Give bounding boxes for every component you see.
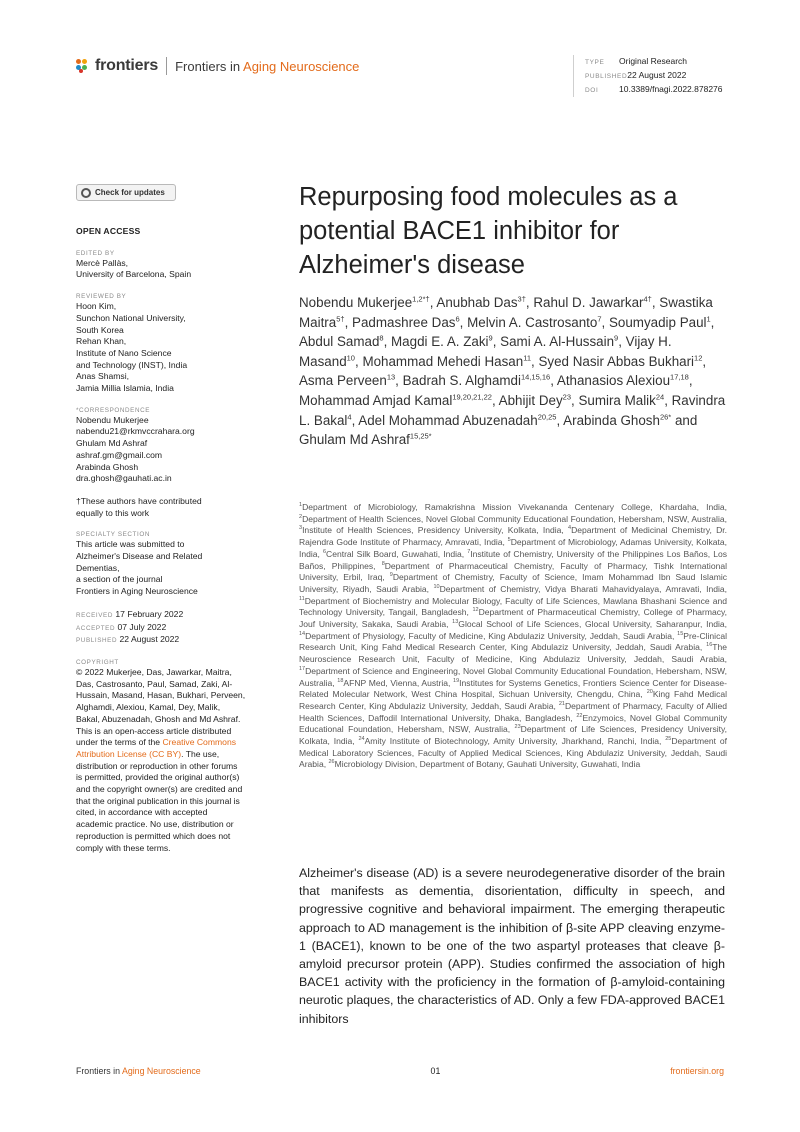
affiliation-number: 18 — [337, 677, 344, 684]
affiliation-text: AFNP Med, Vienna, Austria, — [343, 677, 454, 688]
affiliation-number: 1 — [299, 502, 303, 509]
edited-by-label: EDITED BY — [76, 249, 115, 257]
affiliation-number: 5 — [507, 537, 511, 544]
author-separator: , — [601, 314, 609, 330]
affiliation-number: 12 — [472, 607, 479, 614]
affiliation-text: Institute of Health Sciences, Presidency University, Kolkata, India, — [302, 525, 569, 536]
author-name[interactable]: Anubhab Das — [436, 295, 518, 310]
affiliation-text: Pre-Clinical Research Unit, King Fahd Medical Research Center, King Abdulaziz University, Jeddah, Saudi Arabia, — [299, 630, 727, 653]
author-affiliation-marker: 24 — [655, 392, 665, 402]
author-separator: , — [618, 334, 626, 350]
affiliation-number: 24 — [358, 736, 365, 743]
author-name[interactable]: Adel Mohammad Abuzenadah — [358, 412, 538, 428]
author-separator: , — [459, 314, 468, 330]
reviewed-by-label: REVIEWED BY — [76, 293, 127, 301]
affiliation-text: Department of Health Sciences, Novel Global Community Educational Foundation, Hebersham, NSW, Australia, — [302, 513, 727, 524]
journal-name[interactable]: Frontiers in Aging Neuroscience — [175, 58, 360, 74]
author-separator: , — [492, 334, 501, 350]
affiliation-text: Department of Medical Laboratory Sciences, Faculty of Applied Medical Sciences, King Abdulaziz University, Jeddah, Saudi Arabia, — [299, 736, 727, 770]
author-affiliation-marker: 12 — [694, 353, 703, 363]
affiliation-number: 4 — [568, 525, 572, 532]
published-date: 22 August 2022 — [119, 634, 180, 645]
page-number: 01 — [430, 1066, 441, 1076]
author-affiliation-marker: 23 — [562, 392, 571, 402]
affiliation-text: Department of Microbiology, Adamas University, Kolkata, India, — [299, 537, 727, 559]
affiliation-number: 6 — [322, 548, 327, 555]
affiliation-number: 7 — [467, 548, 471, 555]
author-affiliation-marker: 20,25 — [537, 412, 557, 422]
author-separator: , — [651, 295, 660, 310]
abstract: Alzheimer's disease (AD) is a severe neurodegenerative disorder of the brain that manifests as dementia, disorientation, difficulty in speech, and progressive cognitive and behavioral impairment. The emerging therapeutic approach to AD management is the inhibition of β-site APP cleaving enzyme-1 (BACE1), known to be one of the two aspartyl proteases that cleave β-amyloid precursor protein (APP). Studies confirmed the association of high BACE1 activity with the proficiency in the formation of β-amyloid-containing neurotic plaques, the characteristics of AD. Only a few FDA-approved BACE1 inhibitors — [299, 866, 725, 1026]
author-separator: , — [664, 392, 672, 408]
author-name[interactable]: Asma Perveen — [299, 373, 387, 389]
received-label: RECEIVED — [76, 611, 113, 619]
author-affiliation-marker: 9 — [488, 333, 493, 343]
affiliation-text: Microbiology Division, Department of Botany, Gauhati University, Guwahati, India — [334, 759, 641, 770]
footer-site-link[interactable]: frontiersin.org — [670, 1066, 724, 1076]
author-affiliation-marker: 1,2*† — [412, 294, 430, 304]
contribution-note: †These authors have contributed equally to this work — [76, 495, 202, 518]
article-meta — [573, 55, 723, 97]
author-separator: , — [383, 334, 392, 350]
footer-journal[interactable]: Frontiers in Aging Neuroscience — [76, 1066, 201, 1076]
affiliation-text: Department of Science and Engineering, Novel Global Community Educational Foundation, Hebersham, NSW, Australia, — [299, 665, 727, 688]
received-date: 17 February 2022 — [115, 608, 184, 619]
published-label: PUBLISHED — [76, 637, 118, 645]
author-separator: , — [351, 412, 359, 428]
author-affiliation-marker: 9 — [614, 333, 619, 343]
author-separator: , — [531, 353, 539, 369]
correspondence[interactable]: Nobendu Mukerjee nabendu21@rkmvccrahara.org Ghulam Md Ashraf ashraf.gm@gmail.com Arabinda Ghosh dra.ghosh@gauhati.ac.in — [76, 414, 195, 484]
affiliation-number: 19 — [453, 677, 460, 684]
meta-type: TYPE Original Research — [585, 56, 688, 66]
author-name[interactable]: Mohammad Amjad Kamal — [299, 392, 453, 408]
author-name[interactable]: Melvin A. Castrosanto — [467, 314, 598, 330]
correspondence-label: *CORRESPONDENCE — [76, 406, 151, 414]
affiliation-number: 8 — [381, 560, 385, 567]
author-name[interactable]: Mohammad Mehedi Hasan — [362, 353, 524, 369]
meta-published: PUBLISHED22 August 2022 — [585, 70, 687, 80]
author-affiliation-marker: 4 — [347, 412, 352, 422]
author-affiliation-marker: 13 — [386, 372, 396, 382]
author-separator: and — [671, 412, 698, 428]
author-name[interactable]: Sumira Malik — [578, 392, 656, 408]
frontiers-logo-icon — [76, 59, 91, 74]
affiliation-number: 13 — [452, 619, 459, 626]
author-name[interactable]: Padmashree Das — [352, 314, 456, 330]
affiliation-number: 2 — [299, 513, 303, 520]
author-separator: , — [702, 353, 707, 369]
affiliation-number: 26 — [328, 759, 335, 766]
author-separator: , — [395, 373, 403, 389]
affiliation-number: 20 — [646, 689, 653, 696]
author-affiliation-marker: 15,25* — [409, 431, 432, 441]
affiliation-text: Institute of Chemistry, University of the Philippines Los Baños, Los Baños, Philippines, — [299, 548, 727, 571]
journal-header — [76, 57, 359, 75]
author-name[interactable]: Vijay H. Masand — [299, 334, 672, 369]
affiliation-text: Amity Institute of Biotechnology, Amity University, Jharkhand, Ranchi, India, — [364, 736, 666, 747]
author-affiliation-marker: 26* — [659, 412, 672, 422]
affiliation-text: Department of Biochemistry and Molecular Biology, Faculty of Life Sciences, Mawlana Bhashani Science and Technology University, Tangail, Bangladesh, — [299, 595, 727, 618]
affiliation-number: 23 — [514, 724, 521, 731]
author-affiliation-marker: 17,18 — [670, 372, 689, 382]
affiliation-text: Department of Chemistry, Faculty of Science, Imam Mohammad Ibn Saud Islamic University, Riyadh, Saudi Arabia, — [299, 572, 727, 594]
cc-by-license-link[interactable]: Creative Commons Attribution License (CC BY) — [76, 737, 237, 759]
author-name[interactable]: Ravindra L. Bakal — [299, 392, 726, 428]
author-name[interactable]: Sami A. Al-Hussain — [500, 334, 615, 350]
author-affiliation-marker: 11 — [523, 353, 532, 363]
brand-name: frontiers — [95, 57, 159, 74]
author-separator: , — [550, 373, 557, 389]
author-affiliation-marker: 7 — [597, 314, 602, 324]
check-for-updates-button[interactable]: Check for updates — [76, 184, 176, 201]
affiliation-text: Department of Medicinal Chemistry, Dr. Rajendra Gode Institute of Pharmacy, Amravati, India, — [299, 525, 727, 548]
article-title: Repurposing food molecules as a potential BACE1 inhibitor for Alzheimer's disease — [299, 183, 678, 279]
author-affiliation-marker: 14,15,16 — [520, 372, 551, 382]
affiliation-number: 14 — [299, 630, 306, 637]
author-separator: , — [710, 314, 715, 330]
affiliation-text: Glocal School of Life Sciences, Glocal University, Saharanpur, India, — [458, 619, 728, 630]
author-separator: , — [556, 412, 564, 428]
author-name[interactable]: Arabinda Ghosh — [563, 412, 660, 428]
author-affiliation-marker: 1 — [706, 314, 711, 324]
header-divider — [166, 57, 167, 75]
author-separator: , — [688, 373, 693, 389]
affiliation-text: King Fahd Medical Research Center, King Abdulaziz University, Jeddah, Saudi Arabia, — [299, 689, 727, 711]
author-affiliation-marker: 8 — [379, 333, 384, 343]
article-dates — [76, 609, 246, 647]
affiliation-text: Department of Pharmaceutical Chemistry, College of Pharmacy, Jouf University, Sakaka, Saudi Arabia, — [299, 607, 727, 630]
specialty-section-label: SPECIALTY SECTION — [76, 531, 151, 539]
accepted-label: ACCEPTED — [76, 624, 116, 632]
affiliation-text: Enzymoics, Novel Global Community Educational Foundation, Hebersham, NSW, Australia, — [299, 712, 727, 735]
author-affiliation-marker: 5† — [336, 314, 345, 324]
check-updates-icon — [81, 188, 91, 198]
copyright-label: COPYRIGHT — [76, 658, 119, 666]
author-separator: , — [354, 353, 363, 369]
author-name[interactable]: Soumyadip Paul — [608, 314, 707, 330]
affiliation-text: Department of Life Sciences, Presidency University, Kolkata, India, — [299, 724, 728, 747]
author-separator: , — [525, 295, 534, 310]
author-affiliation-marker: 19,20,21,22 — [452, 392, 492, 402]
copyright-text: © 2022 Mukerjee, Das, Jawarkar, Maitra, Das, Castrosanto, Paul, Samad, Zaki, Al-Hussain, Masand, Hasan, Bukhari, Perveen, Alghamdi, Alexiou, Kamal, Dey, Malik, Bakal, Abuzenadah, Ghosh and Md Ashraf. This is an open-access article distributed under the terms of the Creative Commons Attribution License (CC BY). The use, distribution or reproduction in other forums is permitted, provided the original author(s) and the copyright owner(s) are credited and that the original publication in this journal is cited, in accordance with accepted academic practice. No use, distribution or reproduction is permitted which does not comply with these terms. — [76, 666, 246, 853]
author-separator: , — [491, 392, 499, 408]
affiliation-text: Department of Microbiology, Ramakrishna Mission Vivekananda Centenary College, Khardaha, India, — [302, 502, 727, 512]
author-name[interactable]: Swastika Maitra — [299, 295, 713, 330]
affiliation-number: 22 — [576, 712, 583, 719]
author-name[interactable]: Nobendu Mukerjee — [299, 295, 413, 310]
affiliation-number: 10 — [433, 584, 440, 591]
affiliation-text: Department of Pharmacy, Faculty of Allied Health Sciences, Daffodil International University, Dhaka, Bangladesh, — [299, 700, 727, 723]
affiliation-number: 11 — [299, 595, 305, 602]
affiliation-text: Central Silk Board, Guwahati, India, — [326, 548, 468, 559]
affiliation-text: Department of Physiology, Faculty of Medicine, King Abdulaziz University, Jeddah, Saudi Arabia, — [305, 630, 678, 641]
sidebar — [76, 184, 246, 854]
author-name[interactable]: Magdi E. A. Zaki — [391, 334, 489, 350]
author-name[interactable]: Badrah S. Alghamdi — [402, 373, 521, 389]
affiliation-number: 3 — [299, 525, 303, 532]
affiliation-number: 25 — [665, 736, 672, 743]
accepted-date: 07 July 2022 — [117, 621, 167, 632]
specialty-section: This article was submitted to Alzheimer's Disease and Related Dementias, a section of the journal Frontiers in Aging Neuroscience — [76, 539, 203, 597]
affiliation-text: The Neuroscience Research Unit, Faculty of Medicine, King Abdulaziz University, Jeddah, Saudi Arabia, — [299, 642, 727, 665]
author-name[interactable]: Abdul Samad — [299, 334, 380, 350]
edited-by: Mercè Pallàs, University of Barcelona, Spain — [76, 257, 192, 280]
author-name[interactable]: Rahul D. Jawarkar — [533, 295, 644, 310]
affiliation-number: 9 — [389, 572, 393, 579]
affiliation-text: Department of Pharmaceutical Chemistry, Faculty of Pharmacy, Tishk International University, Erbil, Iraq, — [299, 560, 727, 583]
affiliation-text: Department of Chemistry, Vidya Bharati Mahavidyalaya, Amravati, India, — [439, 583, 727, 594]
author-affiliation-marker: 4† — [643, 294, 652, 304]
page-footer — [76, 1066, 724, 1076]
meta-doi[interactable]: DOI 10.3389/fnagi.2022.878276 — [585, 84, 723, 94]
author-name[interactable]: Athanasios Alexiou — [556, 373, 671, 389]
author-separator: , — [344, 314, 353, 330]
author-name[interactable]: Syed Nasir Abbas Bukhari — [538, 353, 695, 369]
author-affiliation-marker: 10 — [346, 353, 355, 363]
author-name[interactable]: Abhijit Dey — [498, 392, 563, 408]
author-separator: , — [429, 295, 437, 310]
open-access-label: OPEN ACCESS — [76, 226, 141, 236]
author-affiliation-marker: 3† — [517, 294, 526, 304]
affiliation-number: 16 — [706, 642, 713, 649]
author-separator: , — [571, 392, 579, 408]
affiliation-number: 21 — [558, 701, 565, 708]
author-affiliation-marker: 6 — [455, 314, 460, 324]
affiliation-number: 15 — [677, 630, 684, 637]
reviewed-by: Hoon Kim, Sunchon National University, South Korea Rehan Khan, Institute of Nano Science and Technology (INST), India Anas Shamsi, Jamia Millia Islamia, India — [76, 301, 188, 394]
affiliation-text: Institutes for Systems Genetics, Frontiers Science Center for Disease-Related Molecular Network, West China Hospital, Sichuan University, Chengdu, China, — [299, 677, 727, 700]
affiliations — [299, 502, 727, 771]
affiliation-number: 17 — [299, 666, 306, 672]
author-name[interactable]: Ghulam Md Ashraf — [299, 432, 410, 448]
author-list — [299, 293, 729, 450]
